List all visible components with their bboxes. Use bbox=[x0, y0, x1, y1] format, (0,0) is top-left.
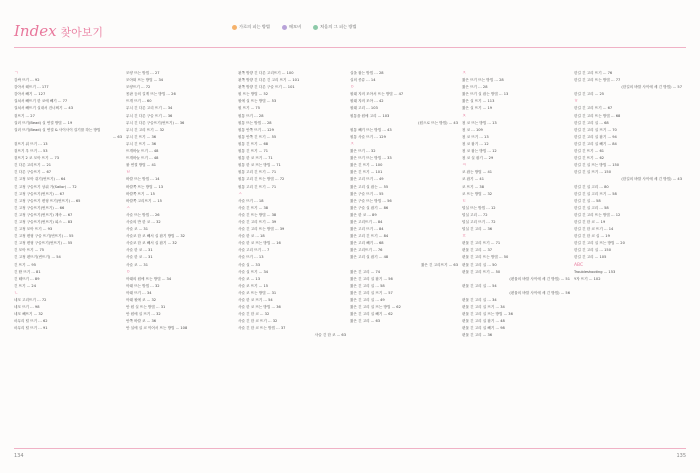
index-entry: 원통 고리 긴 뜨는 방법 … 72 bbox=[238, 177, 285, 182]
index-entry: 원통 빼기 뜨는 방법 … 43 bbox=[350, 127, 392, 132]
index-entry: 편물 긴 고리 실 잡기 … 48 bbox=[462, 319, 505, 324]
index-entry: 네모 고리뜨기 … 72 bbox=[14, 298, 47, 302]
index-entry: 한길 긴 고리 뜨기 … 67 bbox=[574, 106, 613, 111]
index-entry: 한길 긴 고리 … 25 bbox=[574, 92, 605, 97]
index-entry: 한길 긴 뜨기 … 62 bbox=[574, 156, 605, 161]
index-entry: 사슬 고리 뜨기 … 7 bbox=[238, 248, 270, 253]
index-entry: (편물의 바깥 사이에 세 긴 방법) … 56 bbox=[509, 290, 570, 295]
index-entry: 한길 긴 고리 실 빼기 … 84 bbox=[574, 141, 617, 146]
index-entry: 모아떠 뜨는 방법 … 34 bbox=[126, 78, 164, 83]
index-entry: Y자 뜨기 … 102 bbox=[574, 276, 601, 281]
index-entry: 원 뜨는 방법 … 52 bbox=[238, 92, 269, 97]
index-entry: 짧은 뜨기 뜨는 방법 … 33 bbox=[350, 156, 392, 161]
index-entry: 짧은 뜨기 … 32 bbox=[350, 149, 376, 154]
index-entry: 모양 뜨는 방법 … 27 bbox=[126, 71, 160, 75]
index-section-letter: ㅇ bbox=[350, 85, 355, 91]
index-section-letter: ㅇ bbox=[126, 269, 131, 275]
index-entry: 긴 고정 편뜨기(번뜨기) … 54 bbox=[14, 255, 61, 260]
index-column-6 bbox=[574, 70, 682, 283]
index-entry: 아래 원에 코 … 32 bbox=[126, 298, 157, 302]
index-entry: 원통 고리 긴 뜨기 … 71 bbox=[238, 184, 277, 189]
index-entry: 긴 고정 구슬뜨기(번뜨기) 피스 … 83 bbox=[14, 219, 73, 224]
index-entry: 원에 실 뜨는 방법 … 53 bbox=[238, 99, 277, 104]
index-entry: 감아서 떼뜨기 … 177 bbox=[14, 85, 49, 90]
header-rule bbox=[14, 47, 686, 48]
index-entry: 안 원 실 뜨는 방법 … 31 bbox=[126, 305, 166, 310]
legend-dot-icon bbox=[282, 25, 287, 30]
index-entry: 사슬의 반 한 코 … 32 bbox=[126, 219, 161, 224]
index-entry: 짧은 고리뜨기 … 84 bbox=[350, 219, 383, 224]
index-entry: 사슬 코 … 31 bbox=[126, 262, 149, 267]
index-entry: 사슬 코 … 13 bbox=[238, 276, 261, 281]
index-entry: 뜨개바늘 뜨기 … 48 bbox=[126, 149, 159, 154]
index-entry: 편물 긴 고리 실 뜨는 방법 … 36 bbox=[462, 312, 513, 317]
index-entry: 겉뜨기 2 코 모아 뜨기 … 73 bbox=[14, 156, 60, 161]
title-ko: 찾아보기 bbox=[60, 26, 104, 39]
index-entry: 짧은 긴 고리뜨기 … 63 bbox=[420, 262, 458, 267]
index-entry: 사슬 한 코 뜨는 방법 … 16 bbox=[238, 241, 281, 246]
index-section-letter: ㅌ bbox=[462, 198, 467, 204]
index-entry: 첫 코 뜨기 … 13 bbox=[462, 134, 489, 139]
index-entry: 원래 고리 … 103 bbox=[350, 106, 378, 111]
index-entry: 긴 다른 구슬뜨기 … 67 bbox=[14, 170, 52, 175]
index-entry: 첫 코 잡는 방법 … 12 bbox=[462, 149, 497, 154]
index-entry: 걸쳐서 빼뜨기 실내서 건너띄기 … 43 bbox=[14, 106, 74, 111]
index-entry: 한길 긴 고리 실 … 150 bbox=[574, 248, 611, 253]
index-entry: 한길 긴 뜨기 … 61 bbox=[574, 149, 605, 154]
index-entry: (원으로 뜨는 방법) … 43 bbox=[418, 120, 458, 125]
index-entry: 걸쳐서 빼뜨기 한 코에 빼기 … 77 bbox=[14, 99, 68, 104]
page-title bbox=[14, 22, 103, 40]
index-entry: 짧은 긴 고리 실 뜨기 … 57 bbox=[350, 290, 393, 295]
index-entry: 긴 고정 모아 쥐기(번뜨기) … 64 bbox=[14, 177, 66, 182]
index-section-letter: ㅎ bbox=[574, 99, 579, 105]
index-section-letter: ABC bbox=[574, 262, 584, 268]
index-entry: 네모 뜨기 … 98 bbox=[14, 305, 40, 310]
index-entry: 짧은 고리 빼기 … 68 bbox=[350, 241, 384, 246]
index-entry: 짧은 구슬 뜨기 … 55 bbox=[350, 191, 384, 196]
index-entry: 짧은 긴 고리 … 63 bbox=[350, 319, 381, 324]
index-entry: 편물 긴 고리 뜨기 … 50 bbox=[462, 269, 501, 274]
index-entry: 사슬 긴 뜨기 … 38 bbox=[238, 205, 269, 210]
index-entry: 한길 긴 고리 뜨는 방법 … 77 bbox=[574, 78, 621, 83]
index-entry: 긴 고정 구슬뜨기(번뜨기) … 67 bbox=[14, 191, 65, 196]
index-entry: 코 잡는 방법 … 41 bbox=[462, 170, 493, 175]
index-entry: 사슬 긴 한 코 뜨는 방법 … 37 bbox=[238, 326, 286, 331]
index-entry: 편물 긴 고리 … 37 bbox=[462, 248, 493, 253]
index-entry: 사슬 실 뜨기 … 34 bbox=[238, 269, 269, 274]
index-entry: 짧은 고리 뜨기 … 49 bbox=[350, 177, 384, 182]
index-section-letter: ㅈ bbox=[462, 71, 467, 76]
index-column-3 bbox=[238, 70, 346, 340]
index-entry: 한길 긴 고리 … 105 bbox=[574, 255, 607, 260]
legend bbox=[232, 24, 356, 30]
index-entry: 바깥쪽 뜨기 … 15 bbox=[126, 191, 155, 196]
index-entry: 왼쪽 방향 긴 다른 고리뜨기 … 100 bbox=[238, 71, 294, 75]
index-entry: 짧은 고리 실 잡는 … 55 bbox=[350, 184, 389, 189]
index-entry: 긴 고정 구슬뜨기 상위 가(Sailor) … 72 bbox=[14, 184, 77, 189]
index-entry: 한길 긴 실 고리 … 80 bbox=[574, 184, 609, 189]
index-entry: 사슬 긴 고리 뜨는 방법 … 39 bbox=[238, 227, 285, 232]
index-entry: 짧은 긴 뜨기 … 100 bbox=[350, 163, 383, 168]
index-entry: 편물 긴 고리 실 뜨기 … 34 bbox=[462, 305, 505, 310]
index-entry: 사슬 한 코 뜨기 … 54 bbox=[238, 298, 273, 302]
index-entry: 사슬 한 코 … 31 bbox=[126, 255, 153, 260]
legend-dot-icon bbox=[232, 25, 237, 30]
index-entry: 한길 긴 고리 실 뜨는 방법 … 20 bbox=[574, 241, 625, 246]
index-entry: 긴 고정 구슬뜨기 변형 뜨기(번뜨기) … 65 bbox=[14, 198, 81, 203]
index-entry: 편물 긴 고리 … 36 bbox=[462, 333, 493, 338]
index-entry: 편물 긴 고리 실 … 54 bbox=[462, 283, 497, 288]
index-section-letter: ㄱ bbox=[14, 71, 19, 76]
index-entry: 원통 안쪽 긴 뜨기 … 55 bbox=[238, 134, 277, 139]
index-entry: 바깥 뜨는 방법 … 14 bbox=[126, 177, 160, 182]
index-entry: 긴 다른 고리뜨기 … 21 bbox=[14, 163, 52, 168]
index-entry: 원통 한 코 뜨는 방법 … 71 bbox=[238, 163, 281, 168]
index-entry: 짧은 뜨기 … 28 bbox=[462, 85, 488, 90]
index-entry: 첫 코 뜨는 방법 … 13 bbox=[462, 120, 497, 125]
index-entry: 편물 긴 고리 실 빼기 … 98 bbox=[462, 326, 505, 331]
index-column-1 bbox=[14, 70, 122, 332]
index-entry: 긴 뜨기 … 24 bbox=[14, 283, 37, 288]
index-entry: 사슬 긴 뜨는 방법 … 38 bbox=[238, 212, 277, 217]
index-entry: 긴 고정 구슬뜨기(번뜨기) 계속 … 67 bbox=[14, 212, 73, 217]
index-entry: 바깥쪽 뜨는 방법 … 13 bbox=[126, 184, 164, 189]
index-entry: 안쪽 바깥 코 … 36 bbox=[126, 319, 157, 324]
legend-dot-icon bbox=[313, 25, 318, 30]
index-entry: 사슬 긴 고리 뜨기 … 39 bbox=[238, 219, 277, 224]
index-entry: 긴 고정 변형 구슬 뜨기(번뜨기) … 55 bbox=[14, 234, 74, 239]
title-en: Index bbox=[14, 22, 57, 40]
index-entry: 한길 긴 고리 실 뜨기 … 70 bbox=[574, 127, 617, 132]
index-entry: 원통 뜨는 방법 … 28 bbox=[238, 120, 272, 125]
index-entry: 원통 사슬 뜨기 … 129 bbox=[350, 134, 386, 139]
index-entry: 한길 긴 실 뜨는 방법 … 150 bbox=[574, 163, 620, 168]
index-entry: 긴 뜨기 … 95 bbox=[14, 262, 37, 267]
index-entry: 원통 뜨기 … 28 bbox=[238, 113, 264, 118]
index-entry: 마무리 털 뜨기 … 62 bbox=[14, 319, 48, 324]
index-entry: 원통 긴 뜨기 … 71 bbox=[238, 149, 269, 154]
legend-label: 처음의 그 피는 방법 bbox=[320, 24, 357, 29]
legend-item bbox=[232, 24, 270, 30]
index-column-4 bbox=[350, 70, 458, 325]
index-entry: 사슬 코 뜨는 방법 … 31 bbox=[238, 290, 277, 295]
index-entry: 짧은 긴 고리 실 빼기 … 62 bbox=[350, 312, 393, 317]
index-entry: 긴 고정 모아 뜨기 … 93 bbox=[14, 227, 53, 232]
index-entry: 겉뜨기 … 27 bbox=[14, 113, 35, 118]
index-entry: 아래 뜨기 … 34 bbox=[126, 290, 152, 295]
footer-rule bbox=[14, 448, 686, 449]
index-entry: 짧은 구슬 뜨는 방법 … 56 bbox=[350, 198, 392, 203]
index-entry: 첫 코 실 잡기 … 29 bbox=[462, 156, 494, 161]
index-entry: 편물 긴 고리 뜨는 방법 … 50 bbox=[462, 255, 509, 260]
index-section-letter: ㅅ bbox=[126, 205, 131, 211]
index-entry: 무늬 긴 뜨기 … 36 bbox=[126, 141, 157, 146]
index-entry: 사슬 긴 한 코 뜨기 … 32 bbox=[238, 319, 278, 324]
index-entry: 한길 긴 실 고리 … 58 bbox=[574, 205, 609, 210]
index-entry: 코 잡기 … 41 bbox=[462, 177, 485, 182]
index-entry: 안 실에 실 코 이어서 뜨는 방법 … 108 bbox=[126, 326, 188, 331]
index-entry: 첫 코 … 109 bbox=[462, 127, 483, 132]
index-entry: 긴 고정 구슬뜨기(번뜨기) … 66 bbox=[14, 205, 65, 210]
index-entry: 털실 긴 고리 … 36 bbox=[462, 227, 493, 232]
index-entry: 한길 긴 고리 뜨기 … 76 bbox=[574, 71, 613, 75]
index-entry: 털실 고리 … 72 bbox=[462, 212, 488, 217]
index-entry: 한길 긴 한 코 뜨기 … 14 bbox=[574, 227, 614, 232]
index-entry: 무늬 긴 다른 구슬 뜨기 … 36 bbox=[126, 113, 173, 118]
index-entry: 짧은 긴 고리 실 … 49 bbox=[350, 298, 385, 302]
index-entry: 왼쪽 방향 긴 다른 긴 고리 뜨기 … 101 bbox=[238, 78, 300, 83]
index-entry: 한길 긴 실 고리 뜨기 … 58 bbox=[574, 191, 617, 196]
index-entry: 코 뜨는 방법 … 32 bbox=[462, 191, 493, 196]
index-section-letter: ㄴ bbox=[14, 290, 19, 296]
index-entry: 안 원에 실 뜨기 … 32 bbox=[126, 312, 161, 317]
index-entry: 무늬 긴 고리 뜨기 … 32 bbox=[126, 127, 165, 132]
index-entry: 겉뜨기 우 뜨기 … 53 bbox=[14, 149, 48, 154]
legend-label: 가로의 피는 방법 bbox=[239, 24, 270, 29]
index-entry: 짧은 긴 뜨기 … 101 bbox=[350, 170, 383, 175]
index-section-letter: ㅈ bbox=[350, 141, 355, 147]
index-entry: 사슬코 한 코 빼서 실 잡기 방법 … 32 bbox=[126, 234, 185, 239]
index-entry: (한길의 바깥 사이에 세 긴 방법) … 43 bbox=[621, 177, 682, 182]
index-entry: 사슬 코 뜨기 … 15 bbox=[238, 283, 269, 288]
index-entry: 네모 빼뜨기 … 32 bbox=[14, 312, 43, 317]
index-entry: 무늬 긴 뜨기 … 36 bbox=[126, 134, 157, 139]
index-entry: 불 연결 방법 … 41 bbox=[126, 163, 157, 168]
index-entry: 모양뜨기 … 72 bbox=[126, 85, 151, 90]
index-entry: 짧은 고리 실 잡기 … 48 bbox=[350, 255, 389, 260]
index-entry: 한길 긴 고리 실 잡기 … 94 bbox=[574, 134, 617, 139]
index-entry: 사슬 뜨는 방법 … 26 bbox=[126, 212, 160, 217]
index-entry: 사슬 한 코 … 18 bbox=[238, 234, 265, 239]
index-entry: 걸러 뜨기(Bead) 실 연결 방법 … 19 bbox=[14, 120, 73, 125]
index-entry: 몸판 등의 길게 뜨는 방법 … 26 bbox=[126, 92, 176, 97]
index-entry: 실을 잡는 방법 … 28 bbox=[350, 71, 384, 75]
index-entry: 사슬 뜨기 … 13 bbox=[238, 255, 264, 260]
index-entry: 한길 긴 고리 실 … 68 bbox=[574, 120, 609, 125]
index-entry: 코 뜨기 … 38 bbox=[462, 184, 485, 189]
index-entry: 왼쪽 방향 긴 다른 구슬 뜨기 … 101 bbox=[238, 85, 295, 90]
index-entry: 긴 모아 뜨기 … 75 bbox=[14, 248, 45, 253]
index-entry: 짧은 긴 고리 … 74 bbox=[350, 269, 381, 274]
index-entry: 겉뜨기 위 뜨기 … 13 bbox=[14, 141, 48, 146]
index-entry: 한길 긴 한 코 … 19 bbox=[574, 219, 606, 224]
index-entry: 사슬 긴 한 코 … 32 bbox=[238, 312, 270, 317]
index-entry: 사슬 실 … 33 bbox=[238, 262, 261, 267]
index-entry: 편물 긴 고리 실 … 34 bbox=[462, 298, 497, 302]
index-entry: 원통을 원에 고리 … 103 bbox=[350, 113, 390, 118]
index-entry: 털실 뜨는 방법 … 12 bbox=[462, 205, 496, 210]
index-entry: 사슬코 한 코 빼서 실 잡기 … 32 bbox=[126, 241, 177, 246]
index-entry: 털실 고리 뜨기 … 72 bbox=[462, 219, 496, 224]
index-entry: 편물 긴 고리 뜨기 … 71 bbox=[462, 241, 501, 246]
index-entry: 감싸 뜨기 … 92 bbox=[14, 78, 40, 83]
index-entry: 사슬 코 … 31 bbox=[126, 227, 149, 232]
index-header bbox=[14, 22, 686, 62]
index-entry: 짧은 긴 고리 실 뜨는 방법 … 62 bbox=[350, 305, 401, 310]
index-section-letter: ㅅ bbox=[238, 191, 243, 197]
index-entry: 아래의 원에 뜨는 방법 … 34 bbox=[126, 276, 172, 281]
index-section-letter: ㅋ bbox=[462, 163, 467, 169]
index-entry: 걸러 뜨기(Bead) 실 연결 & 사이사이 걸기를 하는 방법 bbox=[14, 127, 101, 132]
index-entry: 짧은 긴 고리 실 … 58 bbox=[350, 283, 385, 288]
page-number-right: 135 bbox=[676, 453, 686, 459]
index-entry: 사슬 한 코 … 31 bbox=[126, 248, 153, 253]
index-entry: 짧은 고리 긴 뜨기 … 84 bbox=[350, 234, 389, 239]
index-entry: 한길 긴 실 … 58 bbox=[574, 198, 601, 203]
index-entry: 무늬 긴 다른 구슬뜨기(번뜨기) … 36 bbox=[126, 120, 185, 125]
index-entry: 사슬 뜨기 … 18 bbox=[238, 198, 264, 203]
index-entry: 사슬 긴 한 코 … 63 bbox=[314, 333, 346, 338]
index-entry: 짧은 고리뜨기 … 76 bbox=[350, 248, 383, 253]
index-entry: 원 뜨기 … 75 bbox=[238, 106, 261, 111]
index-entry: 긴 딴 뜨기 … 81 bbox=[14, 269, 41, 274]
index-entry: 긴 떼뜨기 … 89 bbox=[14, 276, 40, 281]
index-entry: 짧은 긴 고리 실 잡기 … 56 bbox=[350, 276, 393, 281]
index-section-letter: ㅍ bbox=[462, 234, 467, 240]
index-entry: 한길 긴 고리 뜨는 방법 … 68 bbox=[574, 113, 621, 118]
index-entry: 원래 지켜 모아 … 42 bbox=[350, 99, 384, 104]
index-entry: … 63 bbox=[112, 134, 122, 139]
index-entry: 원래 지켜 모아서 뜨는 방법 … 47 bbox=[350, 92, 404, 97]
index-entry: 짧은 한 코 … 89 bbox=[350, 212, 377, 217]
legend-item bbox=[282, 24, 301, 30]
index-entry: 원통 한 코 뜨기 … 71 bbox=[238, 156, 273, 161]
index-entry: 첫 코 잡기 … 12 bbox=[462, 141, 489, 146]
legend-label: 메모비 bbox=[288, 24, 302, 29]
page-number-left: 134 bbox=[14, 453, 24, 459]
index-entry: 긴 고정 변형 구슬뜨기(번뜨기) … 55 bbox=[14, 241, 73, 246]
index-section-letter: ㅂ bbox=[126, 170, 131, 176]
index-entry: 뜨개바늘 뜨기 … 48 bbox=[126, 156, 159, 161]
index-entry: 사슬 한 코 뜨는 방법 … 36 bbox=[238, 305, 281, 310]
index-entry: 감아서 빼기 … 127 bbox=[14, 92, 46, 97]
index-columns bbox=[14, 70, 686, 450]
index-entry: 짧은 실 뜨기 … 19 bbox=[462, 106, 493, 111]
index-entry: 한길 긴 실 뜨기 … 150 bbox=[574, 170, 611, 175]
index-entry: (한길의 바깥 사이에 세 긴 방법) … 57 bbox=[621, 85, 682, 90]
index-entry: 짧은 뜨기 실 잡는 방법 … 13 bbox=[462, 92, 509, 97]
index-entry: 짧은 뜨기 뜨는 방법 … 28 bbox=[462, 78, 504, 83]
legend-item bbox=[313, 24, 356, 30]
index-column-5 bbox=[462, 70, 570, 340]
index-entry: 원통 안쪽 뜨기 … 129 bbox=[238, 127, 274, 132]
index-entry: 짧은 고리 뜨기 … 84 bbox=[350, 227, 384, 232]
index-column-2 bbox=[126, 70, 234, 332]
index-entry: 한길 긴 한 코 실 … 19 bbox=[574, 234, 610, 239]
index-entry: 짧은 실 뜨기 … 113 bbox=[462, 99, 495, 104]
index-entry: Troubleshooting … 153 bbox=[574, 269, 616, 274]
index-entry: 한길 긴 고리 뜨는 방법 … 12 bbox=[574, 212, 621, 217]
index-entry: 원통 고리 긴 뜨기 … 71 bbox=[238, 170, 277, 175]
index-entry: 편물 긴 고리 실 … 50 bbox=[462, 262, 497, 267]
index-entry: 아래 뜨는 방법 … 32 bbox=[126, 283, 160, 288]
index-entry: 짧은 구슬 실 잡기 … 86 bbox=[350, 205, 389, 210]
index-entry: 뜨개 뜨기 … 60 bbox=[126, 99, 152, 104]
index-entry: 마무리 털 뜨기 … 91 bbox=[14, 326, 48, 331]
index-entry: 바깥쪽 고리뜨기 … 15 bbox=[126, 198, 162, 203]
index-entry: 실의 종류 … 14 bbox=[350, 78, 376, 83]
index-entry: (편물의 바깥 사이에 세 긴 방법) … 51 bbox=[509, 276, 570, 281]
index-entry: 무늬 긴 다른 고리 뜨기 … 34 bbox=[126, 106, 173, 111]
index-section-letter: ㅊ bbox=[462, 113, 467, 119]
index-entry: 원통 긴 뜨기 … 68 bbox=[238, 141, 269, 146]
